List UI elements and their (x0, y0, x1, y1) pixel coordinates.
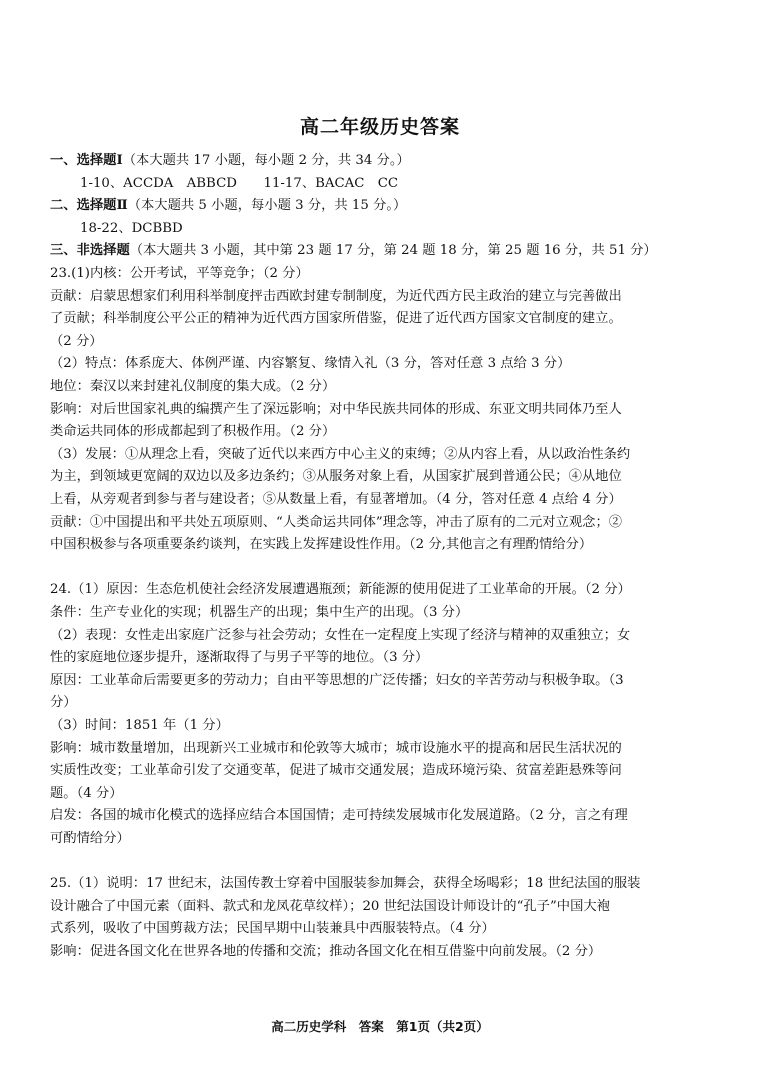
answer-text: 贡献：①中国提出和平共处五项原则、“人类命运共同体”理念等，冲击了原有的二元对立观念；② (50, 514, 623, 530)
answer-line (50, 286, 716, 308)
answer-text: （本大题共 3 小题，其中第 23 题 17 分，第 24 题 18 分，第 25 题 16 分，共 51 分） (129, 243, 657, 259)
answer-text: 中国积极参与各项重要条约谈判，在实践上发挥建设性作用。（2 分,其他言之有理酌情给分） (50, 537, 593, 553)
answer-text: 可酌情给分） (50, 831, 130, 846)
answer-text: 25.（1）说明：17 世纪末，法国传教士穿着中国服装参加舞会，获得全场喝彩；18 世纪法国的服装 (50, 876, 641, 892)
answer-line (50, 557, 716, 579)
answer-line (50, 376, 716, 398)
answer-line (50, 873, 716, 895)
answer-line (50, 466, 716, 488)
answer-text: 24.（1）原因：生态危机使社会经济发展遭遇瓶颈；新能源的使用促进了工业革命的开展。（2 分） (50, 582, 631, 598)
answer-line (50, 421, 716, 443)
answer-line (50, 941, 716, 963)
section-heading: 一、选择题Ⅰ (50, 153, 123, 168)
page-footer: 高二历史学科 答案 第1页（共2页） (271, 1019, 489, 1034)
answer-text: 了贡献；科举制度公平公正的精神为近代西方国家所借鉴，促进了近代西方国家文官制度的建立。 (50, 311, 622, 327)
answer-text: （2）表现：女性走出家庭广泛参与社会劳动；女性在一定程度上实现了经济与精神的双重独立；女 (50, 627, 631, 643)
answer-text: 设计融合了中国元素（面料、款式和龙凤花草纹样）；20 世纪法国设计师设计的“孔子”中国大袍 (50, 898, 610, 914)
answer-line (50, 195, 716, 217)
answer-line (50, 444, 716, 466)
answer-line (50, 579, 716, 601)
answer-text: 分） (50, 695, 77, 711)
answer-line (50, 828, 716, 850)
answer-line (50, 625, 716, 647)
section-heading: 二、选择题Ⅱ (50, 198, 128, 214)
answer-line (50, 783, 716, 805)
answer-line (50, 331, 716, 353)
answer-line (50, 150, 716, 172)
answer-line (50, 760, 716, 782)
answer-text: 类命运共同体的形成都起到了积极作用。（2 分） (50, 424, 336, 440)
answer-line (50, 399, 716, 421)
answer-line (50, 896, 716, 918)
answer-line (50, 263, 716, 285)
answer-text: 影响：对后世国家礼典的编撰产生了深远影响；对中华民族共同体的形成、东亚文明共同体乃至人 (50, 401, 622, 417)
answer-line (50, 805, 716, 827)
answer-text: （2 分） (50, 333, 103, 349)
answer-text: （本大题共 17 小题，每小题 2 分，共 34 分。） (122, 153, 410, 168)
answer-text: 原因：工业革命后需要更多的劳动力；自由平等思想的广泛传播；妇女的辛苦劳动与积极争取。（3 (50, 672, 624, 688)
answer-text: 贡献：启蒙思想家们利用科举制度抨击西欧封建专制制度，为近代西方民主政治的建立与完善做出 (50, 288, 622, 304)
answer-line (50, 489, 716, 511)
document-title: 高二年级历史答案 (299, 116, 460, 138)
answer-line (50, 715, 716, 737)
answer-text: （2）特点：体系庞大、体例严谨、内容繁复、缘情入礼（3 分，答对任意 3 点给 3 分） (50, 356, 571, 372)
answer-text: 上看，从旁观者到参与者与建设者；⑤从数量上看，有显著增加。（4 分，答对任意 4 点给 4 分） (50, 492, 622, 507)
answer-line (50, 353, 716, 375)
answer-line (50, 670, 716, 692)
answer-line (50, 602, 716, 624)
answer-text: 23.(1)内核：公开考试，平等竞争；（2 分） (50, 266, 309, 281)
answer-text: 影响：促进各国文化在世界各地的传播和交流；推动各国文化在相互借鉴中向前发展。（2 分） (50, 944, 602, 959)
answer-text: 地位：秦汉以来封建礼仪制度的集大成。（2 分） (50, 379, 336, 394)
section-heading: 三、非选择题 (50, 243, 130, 259)
answer-text: 1-10、ACCDA ABBCD 11-17、BACAC CC (80, 175, 399, 191)
answer-line (50, 218, 746, 240)
answer-line (50, 738, 716, 760)
answer-line (50, 918, 716, 940)
answer-text: 为主，到领域更宽阔的双边以及多边条约；③从服务对象上看，从国家扩展到普通公民；④从地位 (50, 469, 622, 485)
answer-line (50, 240, 716, 262)
answer-text: 18-22、DCBBD (80, 220, 183, 236)
answer-line (50, 851, 716, 873)
answer-text: （本大题共 5 小题，每小题 3 分，共 15 分。） (127, 198, 407, 214)
answer-text: 条件：生产专业化的实现；机器生产的出现；集中生产的出现。（3 分） (50, 605, 469, 620)
answer-line (50, 308, 716, 330)
answer-line (50, 173, 746, 195)
answer-text: 影响：城市数量增加，出现新兴工业城市和伦敦等大城市；城市设施水平的提高和居民生活状况的 (50, 740, 622, 756)
answer-text: 实质性改变；工业革命引发了交通变革，促进了城市交通发展；造成环境污染、贫富差距悬殊等问 (50, 763, 622, 779)
answer-text: （3）时间：1851 年（1 分） (50, 718, 229, 733)
answer-text: 性的家庭地位逐步提升，逐渐取得了与男子平等的地位。（3 分） (50, 650, 429, 666)
answer-line (50, 647, 716, 669)
answer-line (50, 692, 716, 714)
answer-text: 题。（4 分） (50, 785, 123, 801)
answer-text: （3）发展：①从理念上看，突破了近代以来西方中心主义的束缚；②从内容上看，从以政治性条约 (50, 446, 631, 462)
answer-line (50, 534, 716, 556)
answer-text: 式系列，吸收了中国剪裁方法；民国早期中山装兼具中西服装特点。（4 分） (50, 921, 495, 937)
answer-line (50, 512, 716, 534)
answer-text: 启发：各国的城市化模式的选择应结合本国国情；走可持续发展城市化发展道路。（2 分，言之有理 (50, 808, 628, 824)
